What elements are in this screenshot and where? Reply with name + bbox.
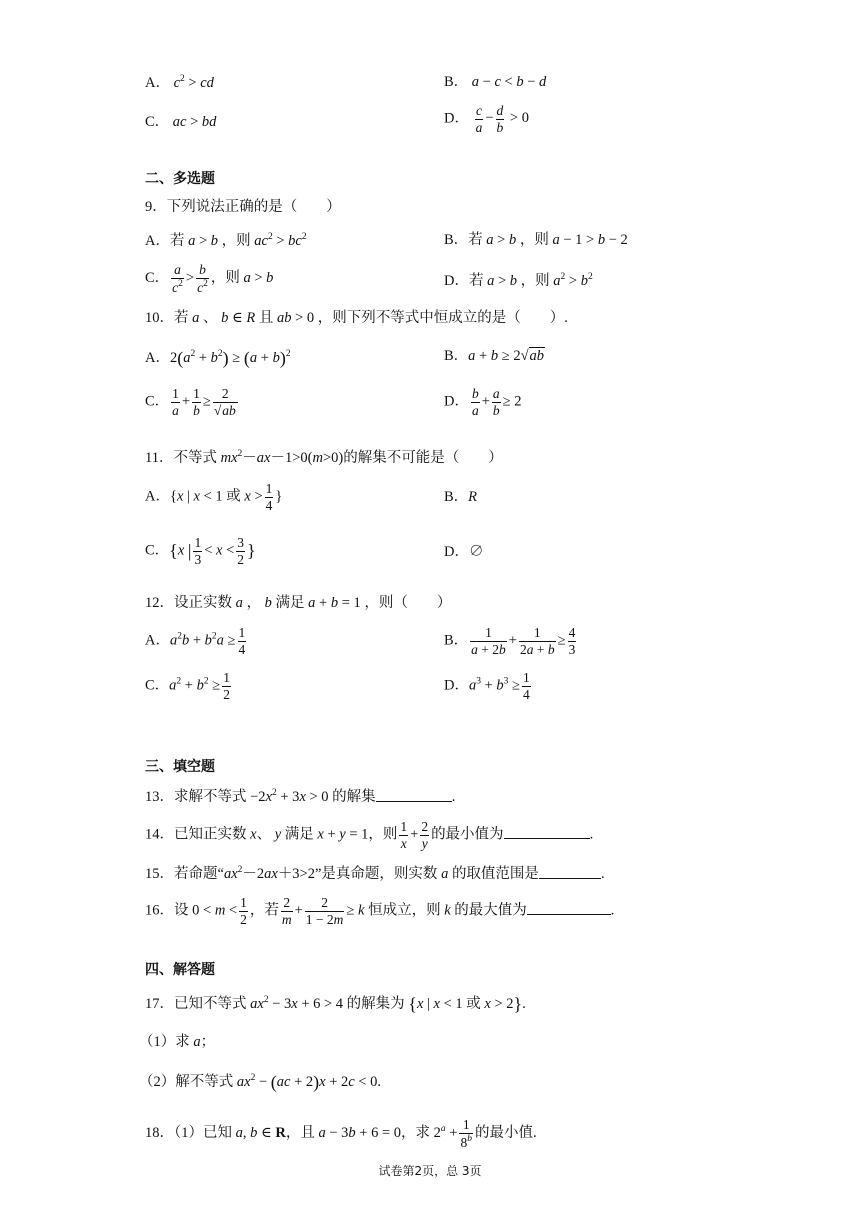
q8-option-c-math: ac > bd (172, 114, 217, 130)
q12-option-c: C．$a^2 + b^2$ ≥ $\frac{1}{2}$ (145, 670, 230, 702)
q12-option-d: D．$a^3 + b^3$ ≥ $\frac{1}{4}$ (444, 670, 530, 702)
q8-option-a-math: $c^2$ > cd (173, 74, 214, 91)
q9-option-b: B．若 a > b ，则 a − 1 > b − 2 (444, 232, 628, 248)
q10-option-d: D． $\frac{b}{a}$ + $\frac{a}{b}$ ≥ 2 (444, 386, 522, 418)
q11-stem: 11．不等式 $mx^2-ax-1>0(m>0)$的解集不可能是（ ） (145, 449, 503, 466)
q9-stem: 9．下列说法正确的是（ ） (145, 199, 341, 215)
q8-option-d-math: $\frac{c}{a}$ − $\frac{d}{b}$ > 0 (475, 103, 529, 135)
q10-option-c: C． $\frac{1}{a}$ + $\frac{1}{b}$ ≥ $\frac{2}{√ab}$ (145, 386, 236, 418)
q8-option-d (444, 103, 529, 135)
q11-option-b: B．R (444, 489, 478, 505)
q17-part2: （2）解不等式 $ax^2 - (ac + 2)x + 2c < 0$. (139, 1072, 381, 1092)
q11-option-d: D．∅ (444, 544, 484, 560)
q8-option-b (444, 75, 546, 90)
q17-part1: （1）求 a； (139, 1034, 216, 1050)
q10-option-a: A．$2(a^2 + b^2) \ge (a + b)^2$ (145, 348, 291, 368)
q15: 15．若命题“$ax^2-2ax+3>2$”是真命题，则实数 a 的取值范围是 . (145, 865, 605, 882)
answer-blank[interactable] (527, 902, 611, 915)
q12-stem: 12．设正实数 a ， b 满足 a + b = 1 ，则（ ） (145, 595, 452, 611)
q9-option-c: C． $\frac{a}{c^2}$ > $\frac{b}{c^2}$ ，则 a > b (145, 262, 274, 295)
q18: 18．（1）已知 a, b ∈ R，且 a − 3b + 6 = 0，求 $2^a$ + $\frac{1}{8^b}$ 的最小值. (145, 1117, 537, 1150)
q12-option-a: A．$a^2b + b^2a$ ≥ $\frac{1}{4}$ (145, 625, 246, 657)
q12-option-b: B． $\frac{1}{a + 2b}$ + $\frac{1}{2a + b}$ ≥ $\frac{4}{3}$ (444, 625, 576, 657)
q16: 16．设 0 < m < $\frac{1}{2}$ ，若 $\frac{2}{m}$ + $\frac{2}{1 - 2m}$ ≥ k 恒成立，则 k 的最大值为 . (145, 895, 615, 927)
answer-blank[interactable] (539, 866, 601, 879)
q10-stem: 10．若 a 、 b ∈ R 且 ab > 0 ，则下列不等式中恒成立的是（ ）. (145, 310, 568, 326)
q14: 14．已知正实数 x、 y 满足 x + y = 1，则 $\frac{1}{x}$ + $\frac{2}{y}$ 的最小值为 . (145, 819, 594, 851)
q17-stem: 17．已知不等式 $ax^2 - 3x + 6 > 4$ 的解集为 {x | x < 1 或 x > 2}. (145, 994, 526, 1014)
q11-option-c: C．{x | $\frac{1}{3}$ < x < $\frac{3}{2}$ } (145, 535, 256, 567)
page-footer: 试卷第2页，总 3页 (378, 1164, 482, 1178)
section-title-solution: 四、解答题 (145, 962, 215, 978)
option-label: D． (444, 110, 469, 127)
q11-option-a: A．{x | x < 1 或 x > $\frac{1}{4}$ } (145, 481, 283, 513)
q9-option-d: D．若 a > b ，则 $a^2 > b^2$ (444, 272, 593, 289)
option-label: C． (145, 114, 170, 130)
q13: 13．求解不等式 $-2x^2 + 3x > 0$ 的解集 . (145, 788, 456, 805)
option-label: B． (444, 74, 469, 90)
option-label: A． (145, 75, 170, 91)
section-title-multiple-choice: 二、多选题 (145, 171, 215, 187)
q8-option-a (145, 75, 214, 91)
q8-option-b-math: a − c < b − d (471, 74, 547, 90)
q8-option-c (145, 115, 216, 130)
q10-option-b: B．a + b ≥ 2√ab (444, 348, 545, 364)
q9-option-a: A．若 a > b ，则 $ac^2 > bc^2$ (145, 232, 307, 249)
section-title-fill-in: 三、填空题 (145, 759, 215, 775)
answer-blank[interactable] (376, 789, 452, 802)
answer-blank[interactable] (504, 826, 590, 839)
